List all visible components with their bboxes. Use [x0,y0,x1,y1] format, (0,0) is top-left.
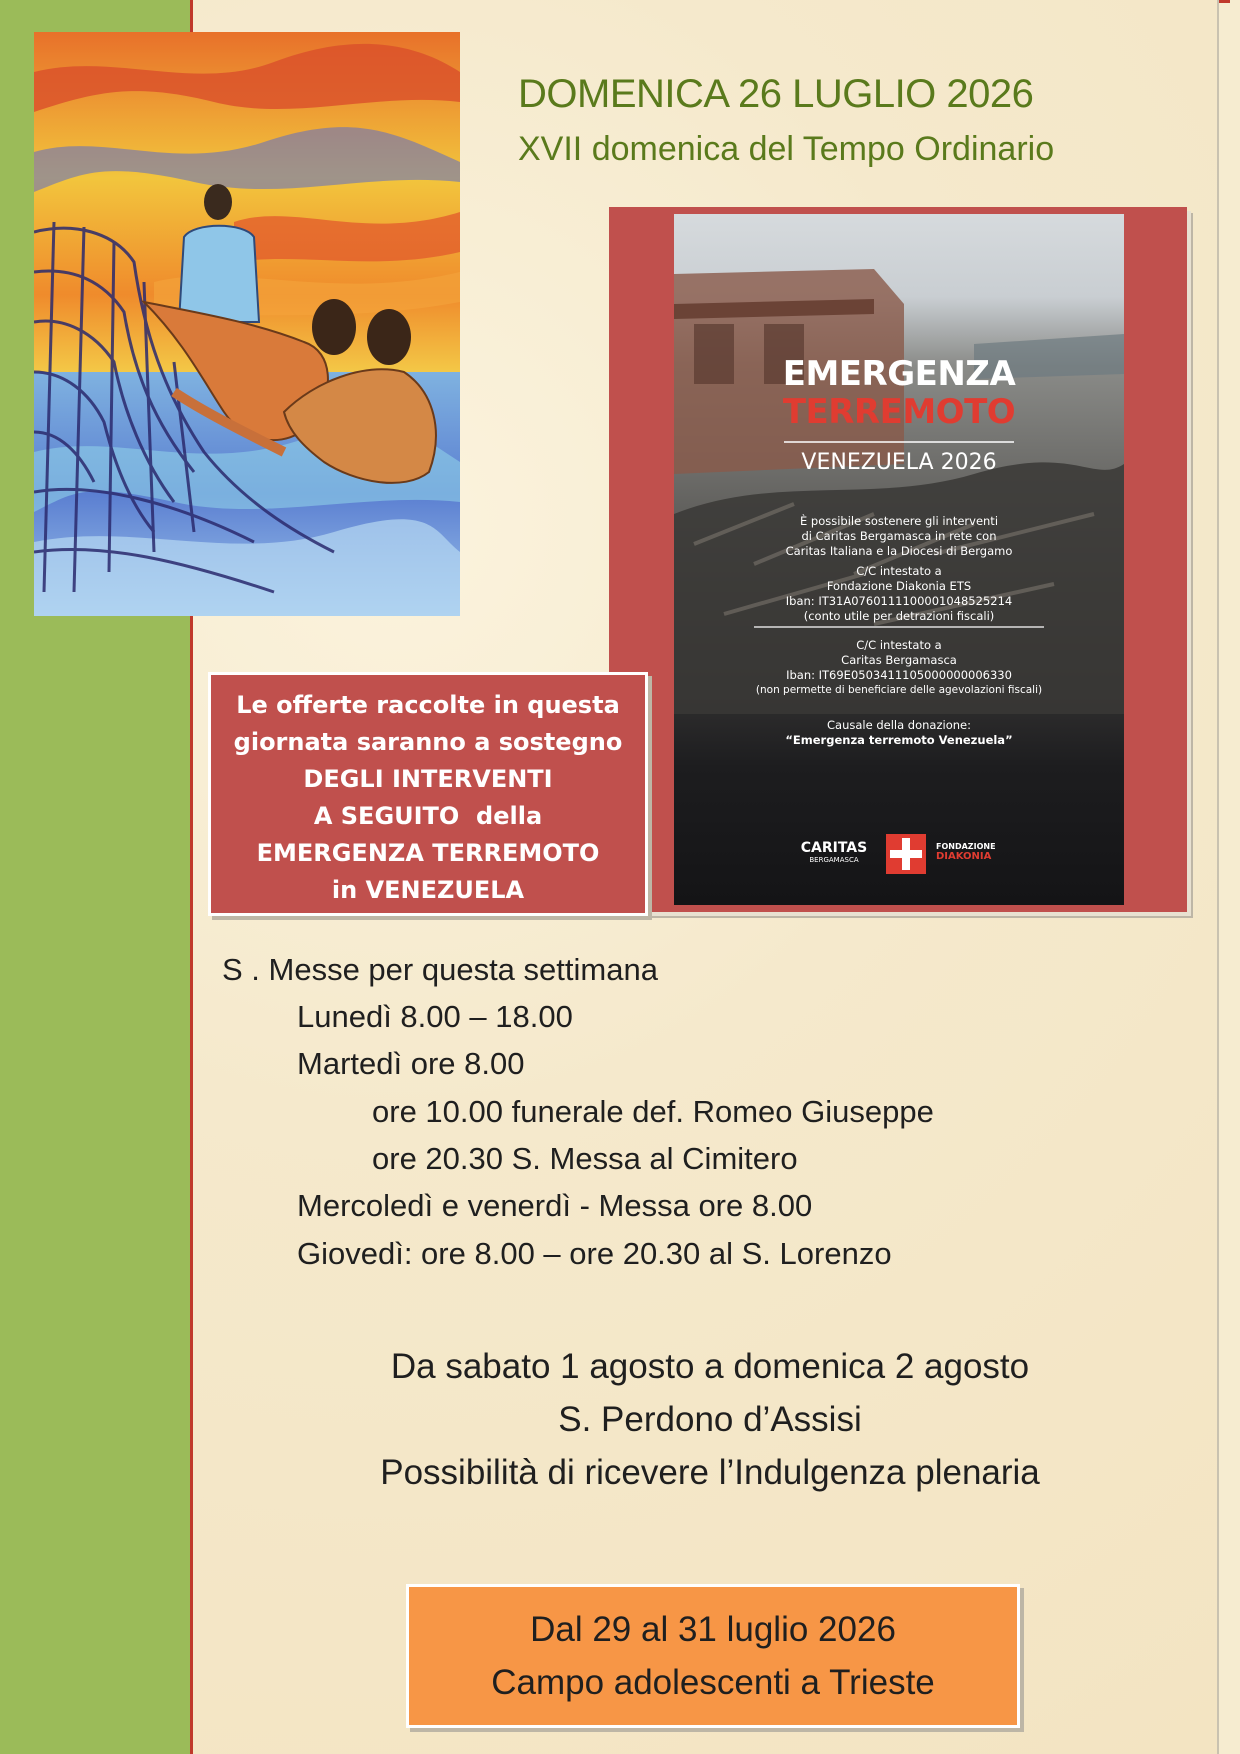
offer-line: giornata saranno a sostegno [233,728,623,756]
caritas-logo-text: CARITAS BERGAMASCA [800,840,868,864]
schedule-tuesday-cemetery: ore 20.30 S. Messa al Cimitero [372,1141,798,1176]
offer-line: DEGLI INTERVENTI [303,765,553,793]
offerings-box [208,672,648,916]
offer-line: EMERGENZA TERREMOTO [256,839,600,867]
earthquake-poster [674,214,1124,905]
fishermen-painting [34,32,460,616]
perdono-indulgence: Possibilità di ricevere l’Indulgenza plenaria [380,1453,1040,1492]
caritas-cross-icon [886,834,926,874]
schedule-tuesday: Martedì ore 8.00 [297,1046,525,1081]
poster-background [674,214,1124,905]
schedule-tuesday-funeral: ore 10.00 funerale def. Romeo Giuseppe [372,1094,934,1129]
date-heading: DOMENICA 26 LUGLIO 2026 [518,72,1034,116]
poster-subtitle: VENEZUELA 2026 [801,450,997,475]
offer-line: Le offerte raccolte in questa [236,691,620,719]
perdono-dates: Da sabato 1 agosto a domenica 2 agosto [390,1347,1030,1386]
poster-title-emergenza: EMERGENZA [782,354,1016,394]
camp-title: Campo adolescenti a Trieste [491,1663,935,1702]
poster-intro: È possibile sostenere gli interventi di Caritas Bergamasca in rete con Caritas Italiana e la Diocesi di Bergamo [785,514,1013,558]
diakonia-logo-text: FONDAZIONE DIAKONIA [936,842,996,862]
schedule-thursday: Giovedì: ore 8.00 – ore 20.30 al S. Lorenzo [297,1236,892,1271]
schedule-monday: Lunedì 8.00 – 18.00 [297,999,573,1034]
perdono-title: S. Perdono d’Assisi [558,1400,862,1439]
youth-camp-box [406,1584,1020,1728]
liturgy-subheading: XVII domenica del Tempo Ordinario [518,130,1055,168]
poster-account-diakonia: C/C intestato a Fondazione Diakonia ETS Iban: IT31A0760111100001048525214 (conto utile per detrazioni fiscali) [785,564,1013,623]
poster-account-caritas: C/C intestato a Caritas Bergamasca Iban: IT69E0503411105000000006330 (non permette di beneficiare delle agevolazioni fiscali) [755,638,1043,696]
poster-causale: Causale della donazione: “Emergenza terremoto Venezuela” [785,718,1013,747]
offer-line: A SEGUITO della [313,802,543,830]
poster-title-terremoto: TERREMOTO [782,392,1016,432]
schedule-wednesday-friday: Mercoledì e venerdì - Messa ore 8.00 [297,1188,813,1223]
schedule-title: S . Messe per questa settimana [222,952,658,987]
perdono-assisi-notice [330,1340,1090,1499]
camp-dates: Dal 29 al 31 luglio 2026 [530,1610,896,1649]
offer-line: in VENEZUELA [331,876,525,904]
painting-illustration [34,32,460,616]
right-border [1217,0,1219,1754]
